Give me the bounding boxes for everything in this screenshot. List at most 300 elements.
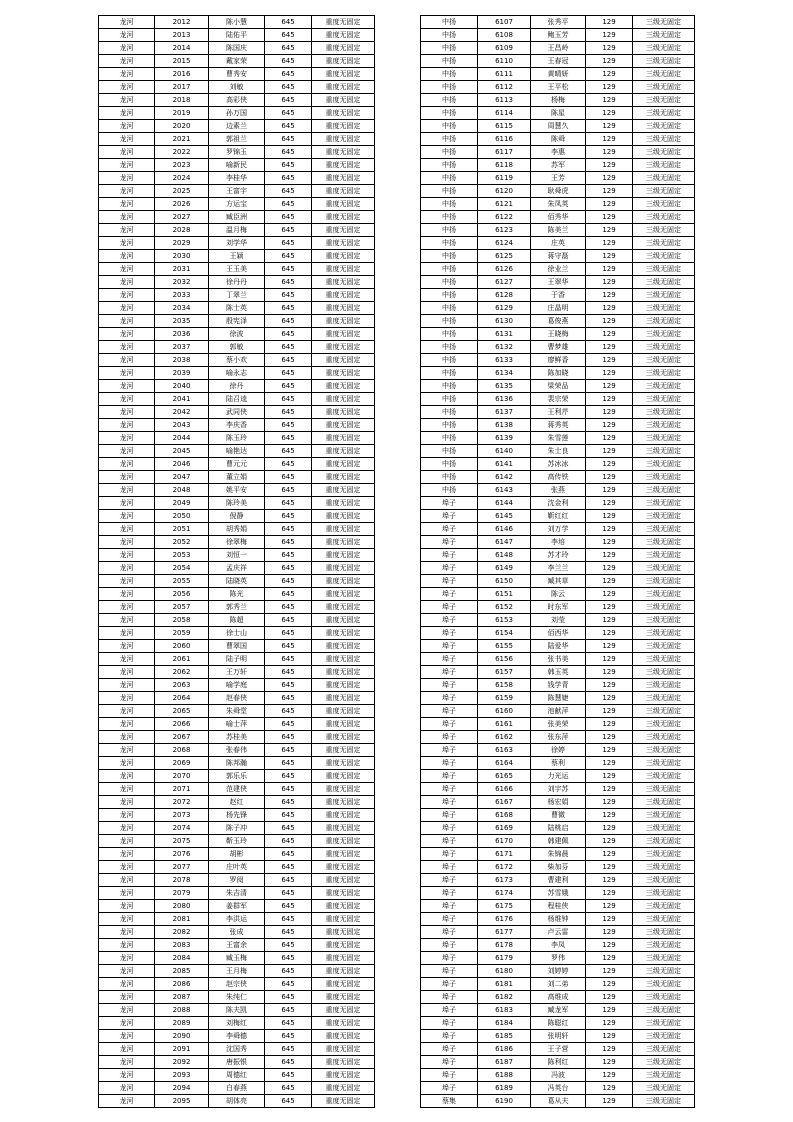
amount-cell: 129 (586, 666, 633, 679)
town-cell: 埠子 (421, 874, 478, 887)
table-row (421, 263, 695, 276)
serial-number-cell: 2064 (155, 692, 209, 705)
serial-number-cell: 6182 (478, 991, 531, 1004)
town-cell: 龙河 (99, 744, 155, 757)
table-row (421, 1082, 695, 1095)
name-cell: 胡体亮 (209, 1095, 265, 1108)
table-row (99, 978, 375, 991)
name-cell: 陈玲美 (209, 497, 265, 510)
amount-cell: 645 (265, 224, 312, 237)
serial-number-cell: 6135 (478, 380, 531, 393)
table-row (99, 172, 375, 185)
serial-number-cell: 6189 (478, 1082, 531, 1095)
name-cell: 王晓梅 (531, 328, 586, 341)
category-cell: 三级无固定 (633, 523, 695, 536)
table-row (421, 601, 695, 614)
table-row (421, 900, 695, 913)
amount-cell: 129 (586, 198, 633, 211)
category-cell: 重度无固定 (312, 198, 375, 211)
category-cell: 三级无固定 (633, 640, 695, 653)
table-row (99, 55, 375, 68)
table-row (99, 328, 375, 341)
serial-number-cell: 2016 (155, 68, 209, 81)
table-row (421, 744, 695, 757)
serial-number-cell: 2060 (155, 640, 209, 653)
amount-cell: 645 (265, 1017, 312, 1030)
serial-number-cell: 2048 (155, 484, 209, 497)
category-cell: 三级无固定 (633, 926, 695, 939)
serial-number-cell: 2039 (155, 367, 209, 380)
amount-cell: 645 (265, 419, 312, 432)
town-cell: 埠子 (421, 965, 478, 978)
amount-cell: 645 (265, 458, 312, 471)
name-cell: 苏才玲 (531, 549, 586, 562)
serial-number-cell: 6151 (478, 588, 531, 601)
name-cell: 赵宗侠 (209, 978, 265, 991)
name-cell: 武同侠 (209, 406, 265, 419)
serial-number-cell: 2091 (155, 1043, 209, 1056)
name-cell: 蔡小欢 (209, 354, 265, 367)
serial-number-cell: 2056 (155, 588, 209, 601)
category-cell: 三级无固定 (633, 1095, 695, 1108)
table-row (421, 913, 695, 926)
name-cell: 臧臣洲 (209, 211, 265, 224)
table-row (99, 913, 375, 926)
category-cell: 三级无固定 (633, 1043, 695, 1056)
roster-table-right-body (421, 16, 695, 1108)
amount-cell: 129 (586, 588, 633, 601)
town-cell: 中扬 (421, 211, 478, 224)
amount-cell: 129 (586, 809, 633, 822)
category-cell: 三级无固定 (633, 406, 695, 419)
table-row (99, 341, 375, 354)
category-cell: 重度无固定 (312, 42, 375, 55)
category-cell: 重度无固定 (312, 796, 375, 809)
serial-number-cell: 6138 (478, 419, 531, 432)
category-cell: 重度无固定 (312, 692, 375, 705)
town-cell: 埠子 (421, 666, 478, 679)
category-cell: 三级无固定 (633, 29, 695, 42)
amount-cell: 129 (586, 1004, 633, 1017)
amount-cell: 129 (586, 458, 633, 471)
category-cell: 重度无固定 (312, 978, 375, 991)
amount-cell: 129 (586, 29, 633, 42)
town-cell: 龙河 (99, 939, 155, 952)
table-row (99, 692, 375, 705)
amount-cell: 645 (265, 848, 312, 861)
table-row (99, 1056, 375, 1069)
town-cell: 龙河 (99, 484, 155, 497)
serial-number-cell: 6119 (478, 172, 531, 185)
table-row (421, 874, 695, 887)
serial-number-cell: 2072 (155, 796, 209, 809)
category-cell: 三级无固定 (633, 887, 695, 900)
table-row (99, 1030, 375, 1043)
table-row (421, 315, 695, 328)
serial-number-cell: 2031 (155, 263, 209, 276)
category-cell: 三级无固定 (633, 510, 695, 523)
town-cell: 龙河 (99, 42, 155, 55)
category-cell: 三级无固定 (633, 562, 695, 575)
serial-number-cell: 2036 (155, 328, 209, 341)
category-cell: 三级无固定 (633, 952, 695, 965)
category-cell: 重度无固定 (312, 432, 375, 445)
serial-number-cell: 6140 (478, 445, 531, 458)
table-row (421, 224, 695, 237)
table-row (421, 575, 695, 588)
serial-number-cell: 6116 (478, 133, 531, 146)
category-cell: 三级无固定 (633, 822, 695, 835)
serial-number-cell: 2030 (155, 250, 209, 263)
category-cell: 重度无固定 (312, 757, 375, 770)
category-cell: 重度无固定 (312, 263, 375, 276)
town-cell: 龙河 (99, 1017, 155, 1030)
table-row (421, 705, 695, 718)
category-cell: 重度无固定 (312, 133, 375, 146)
serial-number-cell: 6168 (478, 809, 531, 822)
serial-number-cell: 6126 (478, 263, 531, 276)
name-cell: 胡彬 (209, 848, 265, 861)
serial-number-cell: 6175 (478, 900, 531, 913)
name-cell: 孟庆祥 (209, 562, 265, 575)
town-cell: 龙河 (99, 159, 155, 172)
table-row (421, 653, 695, 666)
serial-number-cell: 2013 (155, 29, 209, 42)
serial-number-cell: 6159 (478, 692, 531, 705)
name-cell: 刘梅红 (209, 1017, 265, 1030)
serial-number-cell: 2037 (155, 341, 209, 354)
name-cell: 张明轩 (531, 1030, 586, 1043)
table-row (99, 393, 375, 406)
town-cell: 龙河 (99, 1004, 155, 1017)
serial-number-cell: 6154 (478, 627, 531, 640)
category-cell: 重度无固定 (312, 471, 375, 484)
serial-number-cell: 6137 (478, 406, 531, 419)
category-cell: 重度无固定 (312, 315, 375, 328)
serial-number-cell: 2065 (155, 705, 209, 718)
town-cell: 埠子 (421, 900, 478, 913)
category-cell: 重度无固定 (312, 1069, 375, 1082)
table-row (99, 666, 375, 679)
amount-cell: 645 (265, 1004, 312, 1017)
table-row (99, 887, 375, 900)
name-cell: 罗阅 (209, 874, 265, 887)
amount-cell: 645 (265, 341, 312, 354)
amount-cell: 645 (265, 302, 312, 315)
category-cell: 三级无固定 (633, 913, 695, 926)
amount-cell: 129 (586, 328, 633, 341)
table-row (421, 445, 695, 458)
town-cell: 埠子 (421, 705, 478, 718)
town-cell: 中扬 (421, 146, 478, 159)
town-cell: 埠子 (421, 835, 478, 848)
category-cell: 三级无固定 (633, 783, 695, 796)
serial-number-cell: 2070 (155, 770, 209, 783)
name-cell: 朱吉清 (209, 887, 265, 900)
category-cell: 重度无固定 (312, 380, 375, 393)
category-cell: 重度无固定 (312, 1056, 375, 1069)
table-row (99, 471, 375, 484)
category-cell: 三级无固定 (633, 289, 695, 302)
table-row (421, 120, 695, 133)
serial-number-cell: 2020 (155, 120, 209, 133)
category-cell: 三级无固定 (633, 588, 695, 601)
name-cell: 边素兰 (209, 120, 265, 133)
serial-number-cell: 6130 (478, 315, 531, 328)
table-row (99, 1004, 375, 1017)
category-cell: 三级无固定 (633, 718, 695, 731)
category-cell: 重度无固定 (312, 55, 375, 68)
amount-cell: 129 (586, 289, 633, 302)
name-cell: 喻士萍 (209, 718, 265, 731)
table-row (99, 302, 375, 315)
serial-number-cell: 2095 (155, 1095, 209, 1108)
serial-number-cell: 2042 (155, 406, 209, 419)
name-cell: 张美荣 (531, 718, 586, 731)
table-row (99, 133, 375, 146)
serial-number-cell: 6127 (478, 276, 531, 289)
amount-cell: 129 (586, 692, 633, 705)
name-cell: 方运宝 (209, 198, 265, 211)
table-row (421, 757, 695, 770)
serial-number-cell: 6158 (478, 679, 531, 692)
amount-cell: 645 (265, 809, 312, 822)
name-cell: 陈星 (531, 107, 586, 120)
town-cell: 龙河 (99, 848, 155, 861)
town-cell: 龙河 (99, 601, 155, 614)
town-cell: 龙河 (99, 887, 155, 900)
category-cell: 重度无固定 (312, 926, 375, 939)
category-cell: 重度无固定 (312, 276, 375, 289)
town-cell: 龙河 (99, 29, 155, 42)
town-cell: 中扬 (421, 354, 478, 367)
town-cell: 龙河 (99, 731, 155, 744)
table-row (421, 250, 695, 263)
table-row (99, 406, 375, 419)
category-cell: 重度无固定 (312, 224, 375, 237)
serial-number-cell: 6155 (478, 640, 531, 653)
name-cell: 苏冰冰 (531, 458, 586, 471)
table-row (421, 796, 695, 809)
amount-cell: 129 (586, 146, 633, 159)
amount-cell: 129 (586, 250, 633, 263)
town-cell: 龙河 (99, 367, 155, 380)
table-row (99, 432, 375, 445)
name-cell: 范建侠 (209, 783, 265, 796)
serial-number-cell: 6143 (478, 484, 531, 497)
category-cell: 重度无固定 (312, 575, 375, 588)
category-cell: 三级无固定 (633, 107, 695, 120)
category-cell: 重度无固定 (312, 848, 375, 861)
amount-cell: 645 (265, 237, 312, 250)
serial-number-cell: 6179 (478, 952, 531, 965)
name-cell: 苏雪娥 (531, 887, 586, 900)
category-cell: 三级无固定 (633, 211, 695, 224)
name-cell: 郭秀兰 (209, 601, 265, 614)
table-row (99, 809, 375, 822)
name-cell: 徐业兰 (531, 263, 586, 276)
amount-cell: 129 (586, 1056, 633, 1069)
amount-cell: 645 (265, 445, 312, 458)
serial-number-cell: 2022 (155, 146, 209, 159)
town-cell: 龙河 (99, 328, 155, 341)
table-row (99, 1095, 375, 1108)
table-row (421, 822, 695, 835)
name-cell: 张秀平 (531, 16, 586, 29)
serial-number-cell: 6171 (478, 848, 531, 861)
town-cell: 龙河 (99, 809, 155, 822)
table-row (421, 848, 695, 861)
category-cell: 重度无固定 (312, 367, 375, 380)
name-cell: 曹梦雄 (531, 341, 586, 354)
category-cell: 三级无固定 (633, 445, 695, 458)
amount-cell: 129 (586, 276, 633, 289)
serial-number-cell: 6144 (478, 497, 531, 510)
name-cell: 佰西华 (531, 627, 586, 640)
category-cell: 三级无固定 (633, 653, 695, 666)
town-cell: 埠子 (421, 939, 478, 952)
table-row (99, 991, 375, 1004)
name-cell: 张燕 (531, 484, 586, 497)
category-cell: 重度无固定 (312, 302, 375, 315)
table-row (99, 250, 375, 263)
category-cell: 重度无固定 (312, 94, 375, 107)
name-cell: 朱雪莲 (531, 432, 586, 445)
name-cell: 陈士英 (209, 302, 265, 315)
category-cell: 三级无固定 (633, 237, 695, 250)
table-row (99, 770, 375, 783)
table-row (99, 861, 375, 874)
town-cell: 中扬 (421, 68, 478, 81)
serial-number-cell: 2043 (155, 419, 209, 432)
name-cell: 喻学庭 (209, 679, 265, 692)
table-row (421, 211, 695, 224)
serial-number-cell: 2081 (155, 913, 209, 926)
serial-number-cell: 6162 (478, 731, 531, 744)
town-cell: 龙河 (99, 289, 155, 302)
table-row (421, 289, 695, 302)
table-row (99, 718, 375, 731)
amount-cell: 645 (265, 536, 312, 549)
serial-number-cell: 2051 (155, 523, 209, 536)
category-cell: 三级无固定 (633, 276, 695, 289)
amount-cell: 129 (586, 900, 633, 913)
town-cell: 埠子 (421, 510, 478, 523)
name-cell: 陈光 (209, 588, 265, 601)
name-cell: 张书美 (531, 653, 586, 666)
name-cell: 李惠 (531, 146, 586, 159)
amount-cell: 129 (586, 926, 633, 939)
serial-number-cell: 2018 (155, 94, 209, 107)
name-cell: 钱学青 (531, 679, 586, 692)
name-cell: 陆桃启 (531, 822, 586, 835)
category-cell: 三级无固定 (633, 497, 695, 510)
name-cell: 朱士良 (531, 445, 586, 458)
category-cell: 三级无固定 (633, 16, 695, 29)
amount-cell: 129 (586, 367, 633, 380)
serial-number-cell: 6163 (478, 744, 531, 757)
table-row (99, 965, 375, 978)
serial-number-cell: 6122 (478, 211, 531, 224)
amount-cell: 645 (265, 731, 312, 744)
town-cell: 龙河 (99, 55, 155, 68)
serial-number-cell: 6111 (478, 68, 531, 81)
category-cell: 三级无固定 (633, 172, 695, 185)
category-cell: 三级无固定 (633, 354, 695, 367)
amount-cell: 645 (265, 744, 312, 757)
name-cell: 徐丹丹 (209, 276, 265, 289)
amount-cell: 129 (586, 1082, 633, 1095)
name-cell: 佰秀华 (531, 211, 586, 224)
serial-number-cell: 2047 (155, 471, 209, 484)
serial-number-cell: 6169 (478, 822, 531, 835)
town-cell: 埠子 (421, 848, 478, 861)
name-cell: 刘敏 (209, 81, 265, 94)
table-row (421, 939, 695, 952)
roster-table-left (98, 15, 375, 1108)
name-cell: 冯英台 (531, 1082, 586, 1095)
category-cell: 重度无固定 (312, 562, 375, 575)
town-cell: 龙河 (99, 900, 155, 913)
serial-number-cell: 2080 (155, 900, 209, 913)
amount-cell: 645 (265, 653, 312, 666)
category-cell: 重度无固定 (312, 1004, 375, 1017)
category-cell: 三级无固定 (633, 666, 695, 679)
serial-number-cell: 6109 (478, 42, 531, 55)
amount-cell: 129 (586, 835, 633, 848)
town-cell: 龙河 (99, 198, 155, 211)
category-cell: 重度无固定 (312, 1030, 375, 1043)
category-cell: 重度无固定 (312, 1082, 375, 1095)
category-cell: 重度无固定 (312, 809, 375, 822)
table-row (421, 666, 695, 679)
town-cell: 龙河 (99, 302, 155, 315)
table-row (421, 926, 695, 939)
name-cell: 刘学华 (209, 237, 265, 250)
amount-cell: 645 (265, 120, 312, 133)
town-cell: 龙河 (99, 276, 155, 289)
category-cell: 三级无固定 (633, 1056, 695, 1069)
amount-cell: 645 (265, 640, 312, 653)
amount-cell: 645 (265, 861, 312, 874)
amount-cell: 129 (586, 1030, 633, 1043)
name-cell: 白春燕 (209, 1082, 265, 1095)
category-cell: 三级无固定 (633, 965, 695, 978)
name-cell: 朱舜堂 (209, 705, 265, 718)
amount-cell: 645 (265, 211, 312, 224)
serial-number-cell: 2041 (155, 393, 209, 406)
table-row (421, 198, 695, 211)
amount-cell: 129 (586, 952, 633, 965)
category-cell: 三级无固定 (633, 185, 695, 198)
name-cell: 蒋守磊 (531, 250, 586, 263)
amount-cell: 645 (265, 29, 312, 42)
name-cell: 池献萍 (531, 705, 586, 718)
category-cell: 重度无固定 (312, 991, 375, 1004)
table-row (421, 42, 695, 55)
amount-cell: 645 (265, 432, 312, 445)
name-cell: 王玉美 (209, 263, 265, 276)
table-row (421, 432, 695, 445)
serial-number-cell: 2068 (155, 744, 209, 757)
town-cell: 龙河 (99, 627, 155, 640)
category-cell: 重度无固定 (312, 16, 375, 29)
serial-number-cell: 2017 (155, 81, 209, 94)
amount-cell: 645 (265, 1030, 312, 1043)
amount-cell: 129 (586, 159, 633, 172)
serial-number-cell: 2049 (155, 497, 209, 510)
category-cell: 重度无固定 (312, 445, 375, 458)
